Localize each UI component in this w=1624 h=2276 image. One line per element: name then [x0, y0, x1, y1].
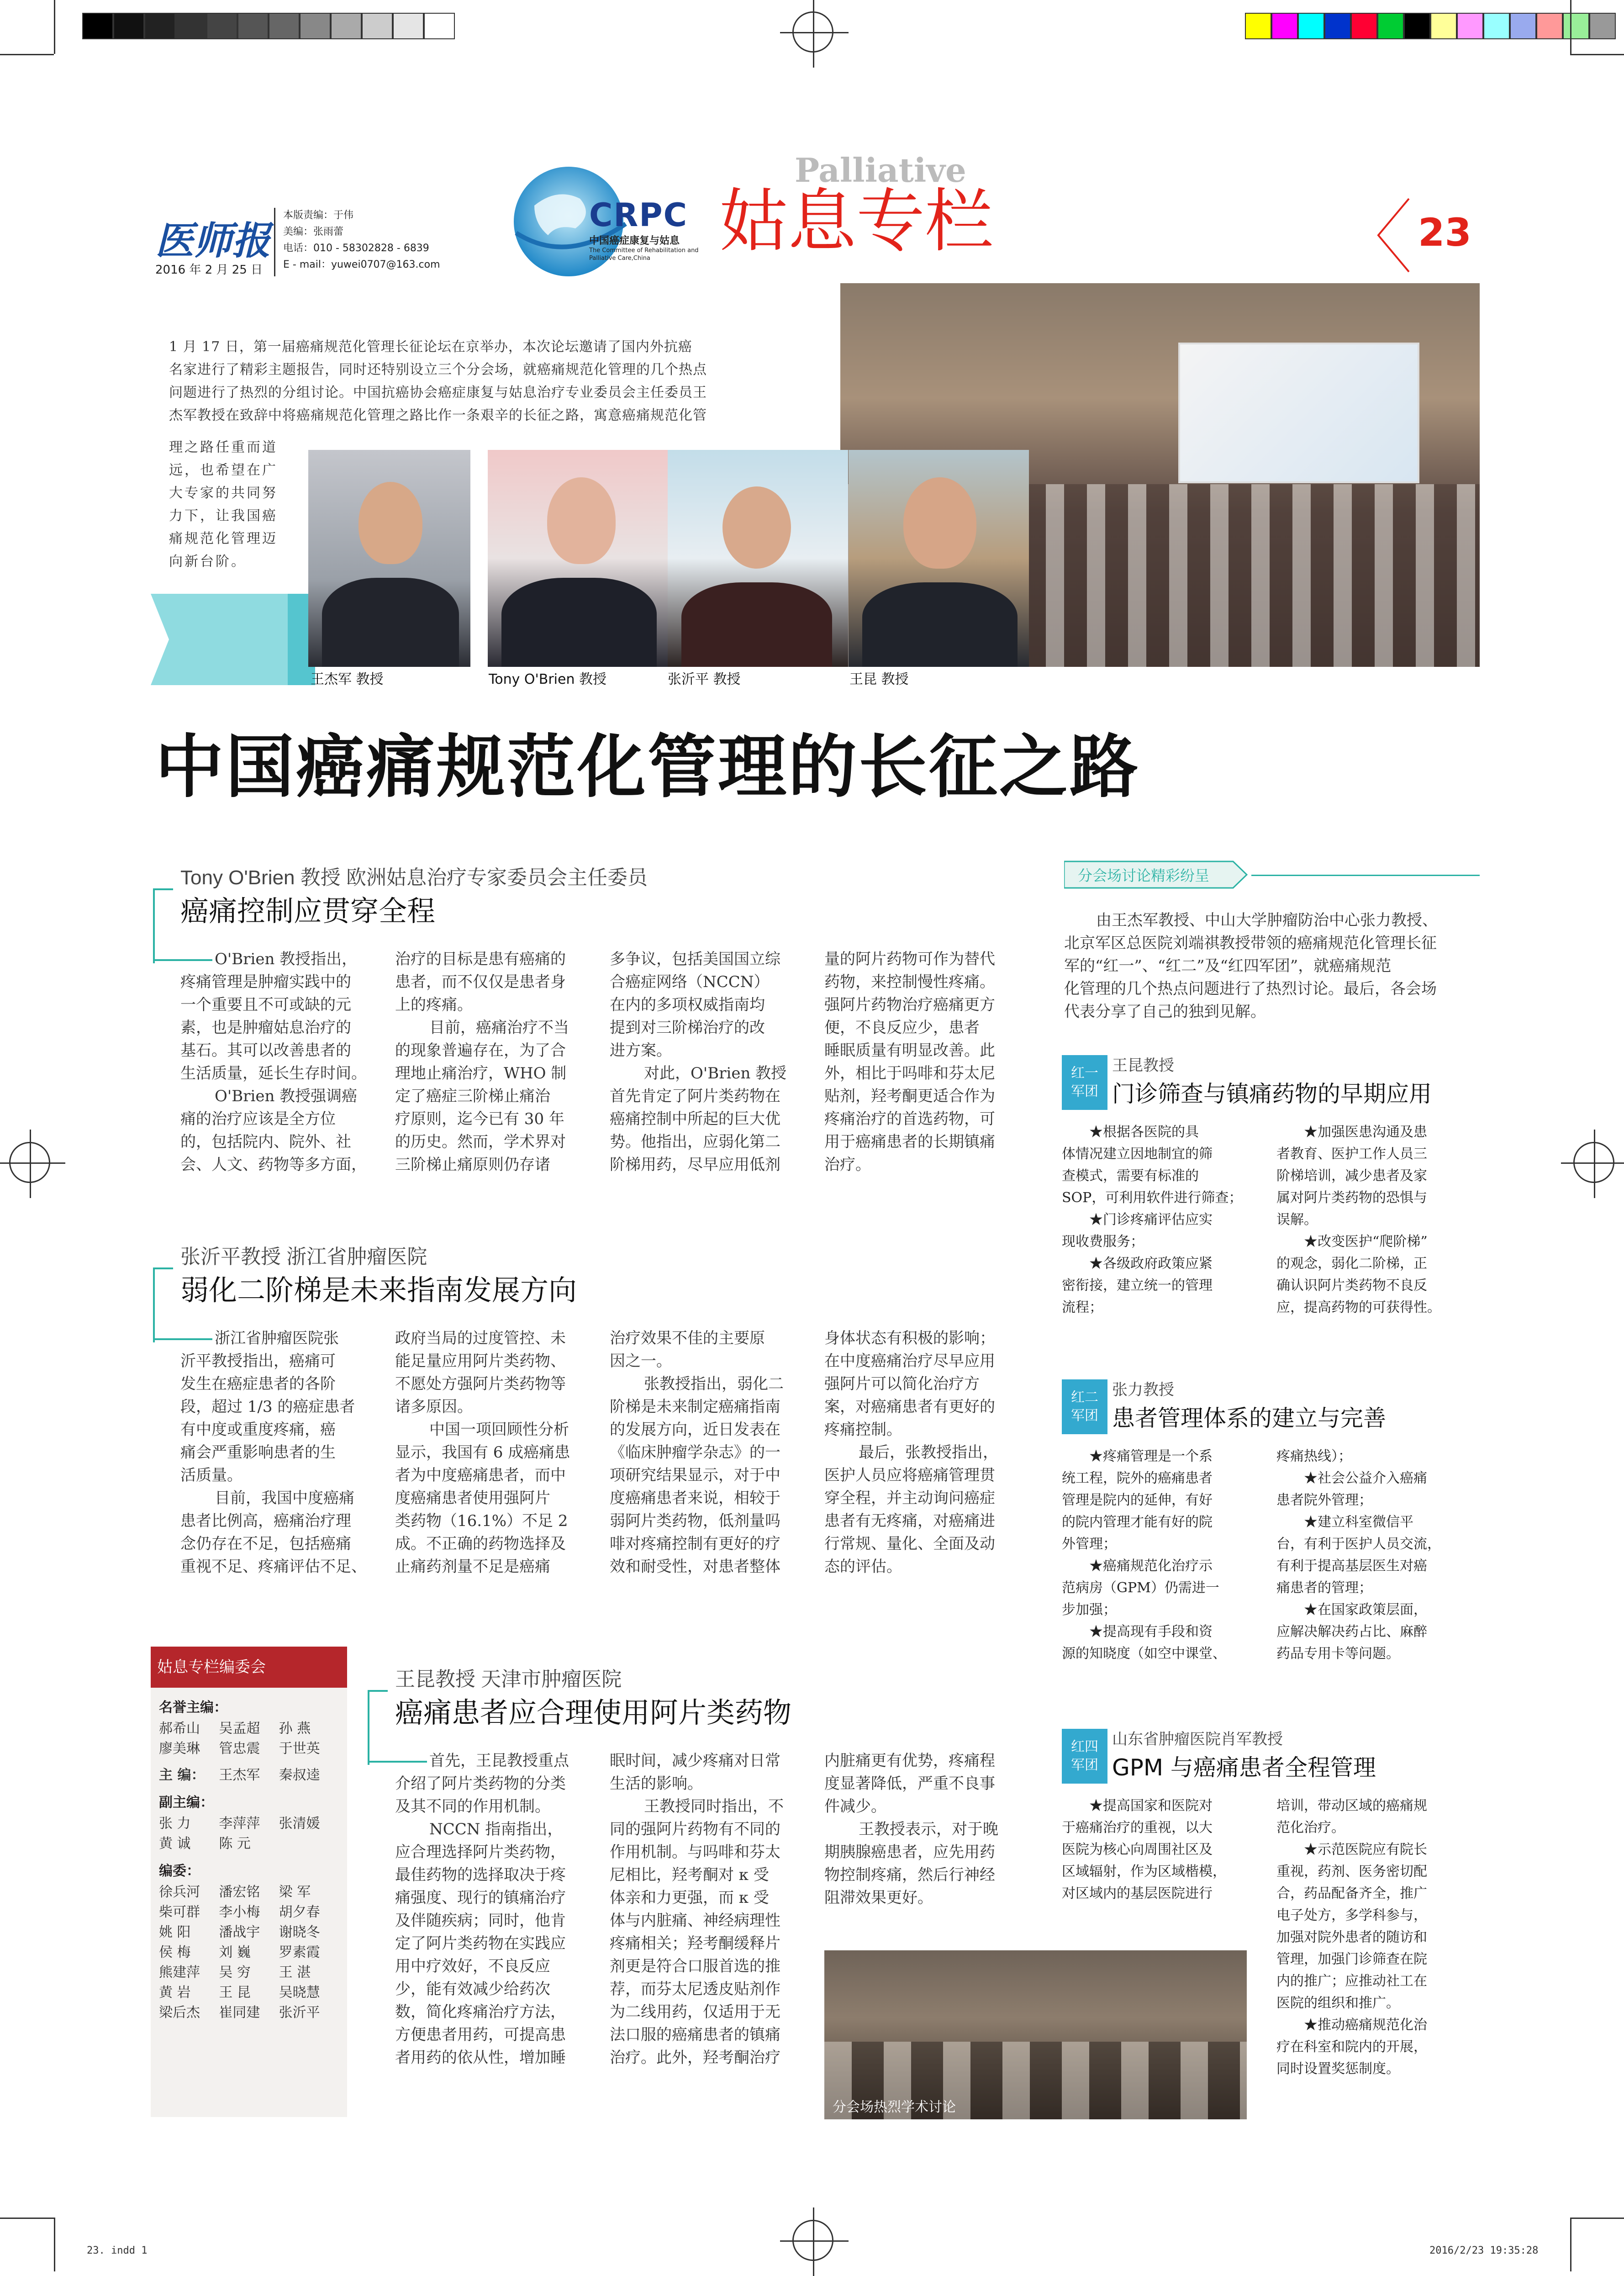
- text-line: 疼痛管理是肿瘤实践中的: [180, 973, 351, 991]
- text-line: 一个重要且不可或缺的元: [180, 996, 351, 1014]
- text-line: 多争议，包括美国国立综: [610, 950, 780, 968]
- team4-title: GPM 与癌痛患者全程管理: [1112, 1754, 1376, 1781]
- intro-line: 远，也希望在广: [169, 462, 278, 478]
- intro-line: 杰军教授在致辞中将癌痛规范化管理之路比作一条艰辛的长征之路，寓意癌痛规范化管: [169, 407, 707, 423]
- crop-mark-tl: [0, 54, 54, 55]
- board-row: 黄 岩 王 昆 吴晓慧: [159, 1985, 320, 2001]
- text-line: 化管理的几个热点问题进行了热烈讨论。最后，各会场: [1064, 980, 1437, 998]
- board-row: 梁后杰 崔同建 张沂平: [159, 2005, 320, 2021]
- team4-badge: 红四 军团: [1062, 1729, 1107, 1784]
- text-line: 患者比例高，癌痛治疗理: [180, 1512, 351, 1530]
- team4-left-column: ★提高国家和医院对 于癌痛治疗的重视，以大 医院为核心向周围社区及 区域辐射，作为区域楷模， 对区域内的基层医院进行: [1062, 1798, 1226, 1901]
- text-line: 物控制疼痛，然后行神经: [824, 1866, 995, 1884]
- board-honorary-label: 名誉主编：: [159, 1700, 227, 1716]
- text-line: 患者，而不仅仅是患者身: [395, 973, 566, 991]
- section3-bracket: [368, 1690, 388, 1765]
- text-line: 应合理选择阿片类药物，: [395, 1843, 566, 1861]
- footer-timestamp: 2016/2/23 19:35:28: [1429, 2245, 1539, 2256]
- text-line: 剂更是符合口服首选的推: [610, 1957, 780, 1975]
- section2-column-2: [395, 1327, 598, 1578]
- team1-left-column: ★根据各医院的具 体情况建立因地制宜的筛 查模式，需要有标准的 SOP，可利用软件进行筛查； ★门诊疼痛评估应实 现收费服务； ★各级政府政策应紧 密衔接，建立统一的管理 流程；: [1062, 1124, 1243, 1315]
- sidebar-tag-label: 分会场讨论精彩纷呈: [1078, 867, 1210, 884]
- text-line: 成。不正确的药物选择及: [395, 1535, 566, 1553]
- text-line: 止痛药剂量不足是癌痛: [395, 1558, 550, 1576]
- crop-mark-bl-v: [54, 2218, 55, 2271]
- text-line: 外，相比于吗啡和芬太尼: [824, 1064, 995, 1083]
- crpc-english-name: The Committee of Rehabilitation and Palliative Care,China: [589, 247, 699, 262]
- crop-mark-bl: [0, 2218, 54, 2219]
- text-line: 目前，我国中度癌痛: [215, 1489, 354, 1507]
- text-line: 癌痛控制中所起的巨大优: [610, 1110, 780, 1128]
- text-line: 疼痛控制。: [824, 1421, 902, 1439]
- section1-column-4: [824, 948, 1028, 1176]
- text-line: 用于癌痛患者的长期镇痛: [824, 1133, 995, 1151]
- text-line: 显示，我国有 6 成癌痛患: [395, 1443, 570, 1462]
- section2-column-4: [824, 1327, 1028, 1578]
- team2-speaker: 张力教授: [1112, 1381, 1174, 1399]
- section3-byline: 王昆教授 天津市肿瘤医院: [395, 1668, 622, 1690]
- text-line: 贴剂，羟考酮更适合作为: [824, 1087, 995, 1105]
- team2-right-column: 疼痛热线）； ★社会公益介入癌痛 患者院外管理； ★建立科室微信平 台，有利于医护人员交流， 有利于提高基层医生对癌 痛患者的管理； ★在国家政策层面， 应解决解决药占比、麻醉 药品专用卡等问题。: [1276, 1448, 1441, 1662]
- page-number: 23: [1418, 210, 1471, 255]
- text-line: 强阿片可以简化治疗方: [824, 1375, 980, 1393]
- text-line: 基石。其可以改善患者的: [180, 1041, 351, 1060]
- board-row: 郝希山 吴孟超 孙 燕: [159, 1721, 311, 1737]
- intro-line: 问题进行了热烈的分组讨论。中国抗癌协会癌症康复与姑息治疗专业委员会主任委员王: [169, 385, 707, 401]
- phone-line: 电话：010 - 58302828 - 6839: [283, 243, 429, 254]
- team2-title: 患者管理体系的建立与完善: [1112, 1405, 1386, 1431]
- board-row: 黄 诚 陈 元: [159, 1836, 251, 1852]
- text-line: 诸多原因。: [395, 1398, 473, 1416]
- team1-badge: 红一 军团: [1062, 1055, 1107, 1110]
- text-line: 张教授指出，弱化二: [644, 1375, 784, 1393]
- text-line: 穿全程，并主动询问癌症: [824, 1489, 995, 1507]
- text-line: 方便患者用药，可提高患: [395, 2026, 566, 2044]
- text-line: 睡眠质量有明显改善。此: [824, 1041, 995, 1060]
- portrait-tony-obrien: [488, 450, 668, 667]
- text-line: 浙江省肿瘤医院张: [215, 1329, 339, 1347]
- board-row: 柴可群 李小梅 胡夕春: [159, 1904, 320, 1920]
- text-line: 痛强度、现行的镇痛治疗: [395, 1889, 566, 1907]
- board-row: 徐兵河 潘宏铭 梁 军: [159, 1884, 311, 1900]
- section3-title: 癌痛患者应合理使用阿片类药物: [395, 1696, 792, 1729]
- team2-badge: 红二 军团: [1062, 1379, 1107, 1434]
- text-line: 阶梯用药，尽早应用低剂: [610, 1156, 780, 1174]
- text-line: 目前，癌痛治疗不当: [429, 1019, 569, 1037]
- text-line: 定了癌症三阶梯止痛治: [395, 1087, 550, 1105]
- text-line: 医护人员应将癌痛管理贯: [824, 1466, 995, 1484]
- crop-mark-tr: [1570, 54, 1624, 55]
- text-line: 介绍了阿片类药物的分类: [395, 1774, 566, 1793]
- photo-caption: Tony O'Brien 教授: [489, 671, 607, 687]
- section1-column-1: [180, 948, 384, 1176]
- text-line: 最后，张教授指出，: [859, 1443, 998, 1462]
- text-line: 内脏痛更有优势，疼痛程: [824, 1752, 995, 1770]
- text-line: 疼痛相关；羟考酮缓释片: [610, 1934, 780, 1953]
- crop-mark-br: [1570, 2218, 1624, 2219]
- text-line: 首先，王昆教授重点: [429, 1752, 569, 1770]
- text-line: 《临床肿瘤学杂志》的一: [610, 1443, 780, 1462]
- text-line: 能足量应用阿片类药物、: [395, 1352, 566, 1370]
- text-line: 作用机制。与吗啡和芬太: [610, 1843, 780, 1861]
- email-line: E - mail：yuwei0707@163.com: [283, 259, 440, 270]
- text-line: 药物，来控制慢性疼痛。: [824, 973, 995, 991]
- text-line: 治疗的目标是患有癌痛的: [395, 950, 566, 968]
- text-line: 段，超过 1/3 的癌症患者: [180, 1398, 355, 1416]
- text-line: 者用药的依从性，增加睡: [395, 2049, 566, 2067]
- text-line: O'Brien 教授强调癌: [215, 1087, 358, 1105]
- text-line: 及其不同的作用机制。: [395, 1797, 550, 1816]
- intro-line: 力下，让我国癌: [169, 508, 278, 524]
- text-line: 提到对三阶梯治疗的改: [610, 1019, 765, 1037]
- text-line: 行常规、量化、全面及动: [824, 1535, 995, 1553]
- crpc-chinese-name: 中国癌症康复与姑息: [589, 235, 680, 247]
- text-line: 中国一项回顾性分析: [429, 1421, 569, 1439]
- text-line: 有中度或重度疼痛，癌: [180, 1421, 336, 1439]
- crop-mark-tr-v: [1570, 0, 1571, 54]
- designer-line: 美编：张雨蕾: [283, 226, 344, 238]
- editor-info: [283, 207, 440, 273]
- text-line: 合癌症网络（NCCN）: [610, 973, 770, 991]
- text-line: 患者有无疼痛，对癌痛进: [824, 1512, 995, 1530]
- board-chief-row: 主 编： 王杰军 秦叔逵: [159, 1767, 320, 1783]
- text-line: 疼痛治疗的首选药物，可: [824, 1110, 995, 1128]
- crop-mark-br-v: [1570, 2218, 1571, 2271]
- text-line: 军的“红一”、“红二”及“红四军团”，就癌痛规范: [1064, 957, 1392, 975]
- footer-file-slug: 23. indd 1: [87, 2245, 148, 2256]
- text-line: 治疗。此外，羟考酮治疗: [610, 2049, 780, 2067]
- text-line: 度癌痛患者使用强阿片: [395, 1489, 550, 1507]
- editor-line: 本版责编：于伟: [283, 210, 354, 221]
- text-line: 上的疼痛。: [395, 996, 473, 1014]
- section3-column-2: [610, 1749, 813, 2069]
- text-line: 的，包括院内、院外、社: [180, 1133, 351, 1151]
- registration-mark-top: [792, 11, 833, 53]
- text-line: 荐，而芬太尼透皮贴剂作: [610, 1980, 780, 1998]
- masthead-date: 2016 年 2 月 25 日: [155, 263, 263, 277]
- intro-ribbon-decoration: [151, 594, 315, 685]
- text-line: 量的阿片药物可作为替代: [824, 950, 995, 968]
- section1-bracket: [153, 888, 173, 963]
- text-line: 及伴随疾病；同时，他肯: [395, 1912, 566, 1930]
- text-line: 阶梯是未来制定癌痛指南: [610, 1398, 780, 1416]
- section1-title: 癌痛控制应贯穿全程: [180, 894, 436, 928]
- text-line: 件减少。: [824, 1797, 886, 1816]
- board-members-label: 编委：: [159, 1863, 200, 1879]
- intro-line: 痛规范化管理迈: [169, 531, 278, 547]
- text-line: 尼相比，羟考酮对 κ 受: [610, 1866, 769, 1884]
- section2-bracket: [153, 1267, 173, 1342]
- text-line: 项研究结果显示，对于中: [610, 1466, 780, 1484]
- text-line: 活质量。: [180, 1466, 243, 1484]
- text-line: 定了阿片类药物在实践应: [395, 1934, 566, 1953]
- text-line: 身体状态有积极的影响；: [824, 1329, 995, 1347]
- text-line: 度癌痛患者来说，相较于: [610, 1489, 780, 1507]
- text-line: 期胰腺癌患者，应先用药: [824, 1843, 995, 1861]
- text-line: 生活质量，延长生存时间。: [180, 1064, 367, 1083]
- masthead-divider: [274, 208, 275, 276]
- text-line: 弱阿片类药物，低剂量吗: [610, 1512, 780, 1530]
- board-deputy-label: 副主编：: [159, 1795, 214, 1811]
- section1-column-2: [395, 948, 598, 1176]
- cmyk-color-bar: [1245, 13, 1616, 39]
- text-line: 阻滞效果更好。: [824, 1889, 933, 1907]
- text-line: 啡对疼痛控制有更好的疗: [610, 1535, 780, 1553]
- text-line: 在内的多项权威指南均: [610, 996, 765, 1014]
- section1-column-3: [610, 948, 813, 1176]
- text-line: 疗原则，迄今已有 30 年: [395, 1110, 564, 1128]
- intro-line: 向新台阶。: [169, 554, 247, 570]
- text-line: 为二线用药，仅适用于无: [610, 2003, 780, 2021]
- text-line: 治疗效果不佳的主要原: [610, 1329, 765, 1347]
- text-line: 的历史。然而，学术界对: [395, 1133, 566, 1151]
- board-row: 姚 阳 潘战宇 谢晓冬: [159, 1924, 320, 1940]
- sidebar-intro: [1064, 909, 1480, 1023]
- text-line: 痛的治疗应该是全方位: [180, 1110, 336, 1128]
- sidebar-rule: [1251, 875, 1480, 876]
- team1-title: 门诊筛查与镇痛药物的早期应用: [1112, 1081, 1432, 1107]
- text-line: 的现象普遍存在，为了合: [395, 1041, 566, 1060]
- text-line: 少，能有效减少给药次: [395, 1980, 550, 1998]
- photo-caption: 张沂平 教授: [668, 671, 741, 687]
- text-line: 法口服的癌痛患者的镇痛: [610, 2026, 780, 2044]
- team1-right-column: ★加强医患沟通及患 者教育、医护工作人员三 阶梯培训，减少患者及家 属对阿片类药物的恐惧与 误解。 ★改变医护“爬阶梯” 的观念，弱化二阶梯，正 确认识阿片类药物不良反 应，提高药物的可获得性。: [1276, 1124, 1441, 1315]
- text-line: O'Brien 教授指出，: [215, 950, 358, 968]
- text-line: 案，对癌痛患者有更好的: [824, 1398, 995, 1416]
- grayscale-color-bar: [82, 13, 455, 39]
- section2-column-3: [610, 1327, 813, 1578]
- intro-text-narrow: [169, 436, 306, 573]
- text-line: 态的评估。: [824, 1558, 902, 1576]
- section2-column-1: [180, 1327, 384, 1578]
- text-line: 重视不足、疼痛评估不足、: [180, 1558, 367, 1576]
- text-line: 数，简化疼痛治疗方法，: [395, 2003, 566, 2021]
- text-line: 的发展方向，近日发表在: [610, 1421, 780, 1439]
- text-line: 因之一。: [610, 1352, 672, 1370]
- text-line: 强阿片药物治疗癌痛更方: [824, 996, 995, 1014]
- section3-column-1: [395, 1749, 598, 2069]
- text-line: 王教授表示，对于晚: [859, 1820, 998, 1838]
- board-header: 姑息专栏编委会: [151, 1647, 347, 1688]
- text-line: 素，也是肿瘤姑息治疗的: [180, 1019, 351, 1037]
- section1-byline: Tony O'Brien 教授 欧洲姑息治疗专家委员会主任委员: [180, 866, 648, 889]
- text-line: 会、人文、药物等多方面，: [180, 1156, 367, 1174]
- text-line: 度显著降低，严重不良事: [824, 1774, 995, 1793]
- text-line: 便，不良反应少，患者: [824, 1019, 980, 1037]
- photo-caption: 王昆 教授: [849, 671, 909, 687]
- sidebar-tag: [1064, 859, 1251, 891]
- board-row: 张 力 李萍萍 张清媛: [159, 1816, 320, 1832]
- paper-name: 医师报: [155, 218, 271, 263]
- intro-line: 名家进行了精彩主题报告，同时还特别设立三个分会场，就癌痛规范化管理的几个热点: [169, 362, 707, 378]
- text-line: 政府当局的过度管控、未: [395, 1329, 566, 1347]
- crpc-logo-text: CRPC: [589, 196, 688, 234]
- section3-column-3: [824, 1749, 1028, 1909]
- crop-mark-tl-v: [54, 0, 55, 54]
- text-line: 首先肯定了阿片类药物在: [610, 1087, 780, 1105]
- column-title: 姑息专栏: [719, 182, 994, 261]
- team4-right-column: 培训，带动区域的癌痛规 范化治疗。 ★示范医院应有院长 重视，药剂、医务密切配 合，药品配备齐全，推广 电子处方，多学科参与， 加强对院外患者的随访和 管理，加强门诊筛查在院 内的推广；应推动社工在 医院的组织和推广。 ★推动癌痛规范化治 疗在科室和院内的开展， 同时设置奖惩制度。: [1276, 1798, 1427, 2077]
- masthead: [151, 151, 1521, 292]
- text-line: 效和耐受性，对患者整体: [610, 1558, 780, 1576]
- text-line: 眠时间，减少疼痛对日常: [610, 1752, 780, 1770]
- breakout-photo-caption: 分会场热烈学术讨论: [833, 2099, 956, 2115]
- photo-caption: 王杰军 教授: [311, 671, 384, 687]
- board-row: 侯 梅 刘 巍 罗素霞: [159, 1944, 320, 1960]
- team1-speaker: 王昆教授: [1112, 1056, 1174, 1075]
- text-line: 北京军区总医院刘端祺教授带领的癌痛规范化管理长征: [1064, 934, 1437, 952]
- text-line: 类药物（16.1%）不足 2: [395, 1512, 568, 1530]
- intro-text: [169, 336, 817, 427]
- registration-mark-bottom: [792, 2220, 833, 2261]
- text-line: NCCN 指南指出，: [429, 1820, 563, 1838]
- registration-mark-left: [9, 1142, 50, 1183]
- team2-left-column: ★疼痛管理是一个系 统工程，院外的癌痛患者 管理是院内的延伸，有好 的院内管理才能有好的院 外管理； ★癌痛规范化治疗示 范病房（GPM）仍需进一 步加强； ★提高现有手段和资 源的知晓度（如空中课堂、: [1062, 1448, 1226, 1662]
- board-row: 熊建萍 吴 穷 王 湛: [159, 1964, 311, 1980]
- intro-line: 大专家的共同努: [169, 485, 278, 501]
- breakout-session-photo: [824, 1950, 1247, 2119]
- text-line: 体与内脏痛、神经病理性: [610, 1912, 780, 1930]
- text-line: 最佳药物的选择取决于疼: [395, 1866, 566, 1884]
- intro-line: 1 月 17 日，第一届癌痛规范化管理长征论坛在京举办，本次论坛邀请了国内外抗癌: [169, 339, 692, 355]
- text-line: 体亲和力更强，而 κ 受: [610, 1889, 769, 1907]
- team4-speaker: 山东省肿瘤医院肖军教授: [1112, 1730, 1283, 1748]
- text-line: 对此，O'Brien 教授: [644, 1064, 787, 1083]
- text-line: 理地止痛治疗，WHO 制: [395, 1064, 567, 1083]
- intro-line: 理之路任重而道: [169, 439, 278, 455]
- main-headline: 中国癌痛规范化管理的长征之路: [155, 728, 1140, 807]
- board-row: 廖美琳 管忠震 于世英: [159, 1741, 320, 1757]
- portrait-wang-kun: [849, 450, 1029, 667]
- text-line: 念仍存在不足，包括癌痛: [180, 1535, 351, 1553]
- text-line: 代表分享了自己的独到见解。: [1064, 1003, 1266, 1021]
- text-line: 进方案。: [610, 1041, 672, 1060]
- editorial-board: [151, 1647, 347, 2117]
- portrait-wang-jiejun: [308, 450, 470, 667]
- page-number-chevron: [1375, 196, 1411, 274]
- text-line: 者为中度癌痛患者，而中: [395, 1466, 566, 1484]
- text-line: 势。他指出，应弱化第二: [610, 1133, 780, 1151]
- text-line: 在中度癌痛治疗尽早应用: [824, 1352, 995, 1370]
- text-line: 由王杰军教授、中山大学肿瘤防治中心张力教授、: [1096, 911, 1438, 929]
- text-line: 王教授同时指出，不: [644, 1797, 784, 1816]
- text-line: 用中疗效好，不良反应: [395, 1957, 550, 1975]
- text-line: 三阶梯止痛原则仍存诸: [395, 1156, 550, 1174]
- registration-mark-right: [1573, 1142, 1614, 1183]
- palliative-word: Palliative: [795, 151, 966, 190]
- text-line: 治疗。: [824, 1156, 871, 1174]
- section2-title: 弱化二阶梯是未来指南发展方向: [180, 1273, 577, 1307]
- section2-byline: 张沂平教授 浙江省肿瘤医院: [180, 1246, 427, 1268]
- text-line: 发生在癌症患者的各阶: [180, 1375, 336, 1393]
- text-line: 生活的影响。: [610, 1774, 703, 1793]
- text-line: 沂平教授指出，癌痛可: [180, 1352, 336, 1370]
- text-line: 痛会严重影响患者的生: [180, 1443, 336, 1462]
- text-line: 不愿处方强阿片类药物等: [395, 1375, 566, 1393]
- portrait-zhang-yiping: [668, 450, 848, 667]
- text-line: 同的强阿片药物有不同的: [610, 1820, 780, 1838]
